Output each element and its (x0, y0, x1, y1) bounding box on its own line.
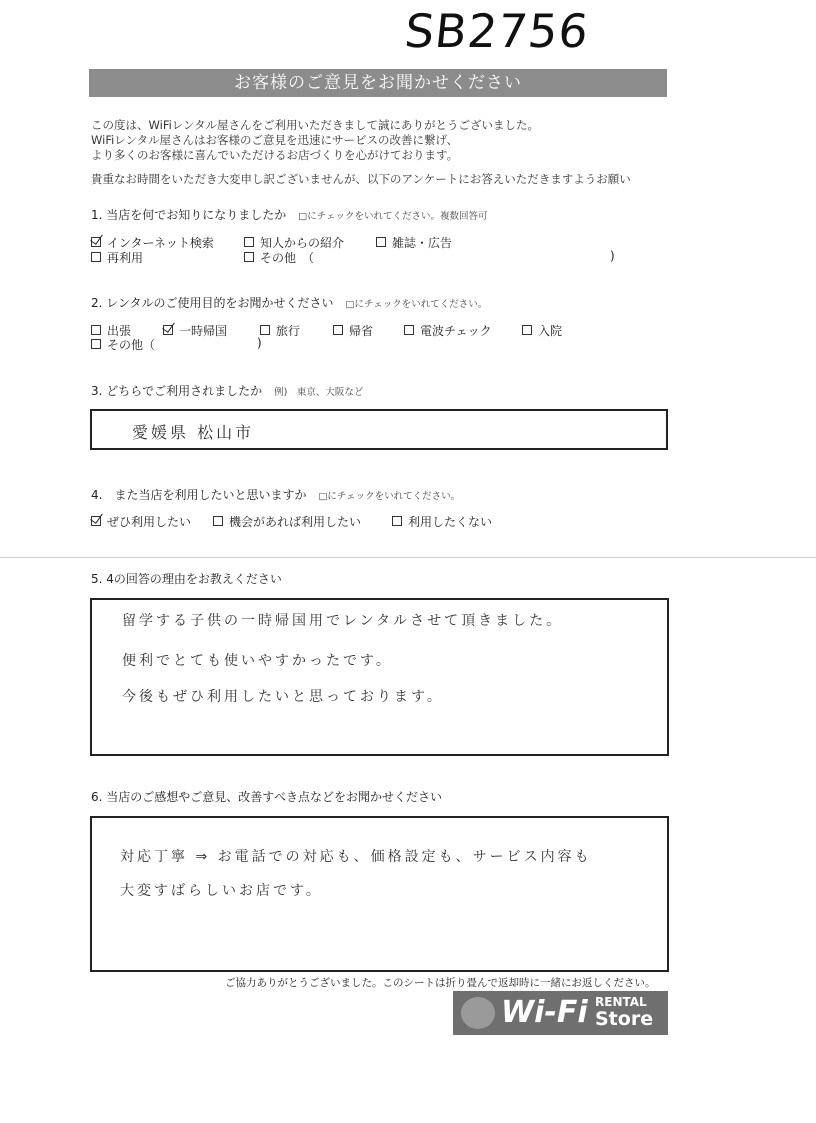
q4-option-no[interactable] (392, 513, 492, 530)
q1-option-label: その他 （ (260, 251, 315, 265)
q5-answer-line: 便利でとても使いやすかったです。 (122, 653, 393, 669)
checkbox-checked[interactable] (91, 516, 101, 526)
q1-option-label: 再利用 (107, 251, 144, 265)
q4-option-label: 利用したくない (408, 515, 493, 529)
q4-note: □にチェックをいれてください。 (318, 491, 461, 502)
q2-option-temp-return[interactable] (163, 322, 227, 339)
q1-option-label: 知人からの紹介 (260, 236, 345, 250)
checkbox-checked[interactable] (163, 325, 173, 335)
q1-option-label: 雑誌・広告 (392, 236, 453, 250)
q2-title (91, 294, 487, 311)
intro-line-2: WiFiレンタル屋さんはお客様のご意見を迅速にサービスの改善に繋げ、 (91, 133, 459, 147)
q2-title-text: 2. レンタルのご使用目的をお聞かせください (91, 296, 334, 310)
footer-note: ご協力ありがとうございました。このシートは折り畳んで返却時に一緒にお返しください。 (225, 977, 656, 989)
q1-other-close: ) (610, 249, 615, 263)
q1-option-reuse[interactable] (91, 249, 143, 266)
q6-answer-box[interactable] (90, 816, 669, 972)
logo-line-2: Store (595, 1008, 654, 1030)
checkbox[interactable] (333, 325, 343, 335)
q1-title (91, 206, 487, 223)
q1-option-other[interactable] (244, 249, 314, 266)
intro-line-4: 貴重なお時間をいただき大変申し訳ございませんが、以下のアンケートにお答えいただきますようお願い (91, 172, 631, 186)
q4-option-label: ぜひ利用したい (107, 515, 192, 529)
q2-option-label: その他（ (107, 338, 156, 352)
q3-answer-box[interactable] (90, 409, 668, 450)
intro-line-1: この度は、WiFiレンタル屋さんをご利用いただきまして誠にありがとうございました。 (91, 118, 540, 132)
intro-line-3: より多くのお客様に喜んでいただけるお店づくりを心がけております。 (91, 148, 459, 162)
q2-option-homecoming[interactable] (333, 322, 373, 339)
q5-title: 5. 4の回答の理由をお教えください (91, 572, 282, 586)
q2-option-label: 電波チェック (420, 324, 492, 338)
q1-option-label: インターネット検索 (107, 236, 214, 250)
q1-title-text: 1. 当店を何でお知りになりましたか (91, 208, 287, 222)
q4-option-maybe[interactable] (213, 513, 361, 530)
q5-answer-box[interactable] (90, 598, 669, 756)
q2-note: □にチェックをいれてください。 (345, 299, 488, 310)
q2-option-travel[interactable] (260, 322, 300, 339)
checkbox[interactable] (260, 325, 270, 335)
checkbox[interactable] (91, 325, 101, 335)
q2-option-label: 旅行 (276, 324, 301, 338)
checkbox[interactable] (522, 325, 532, 335)
checkbox[interactable] (376, 237, 386, 247)
checkbox[interactable] (244, 252, 254, 262)
mascot-icon (461, 997, 495, 1029)
checkbox[interactable] (91, 252, 101, 262)
q3-title-text: 3. どちらでご利用されましたか (91, 384, 263, 398)
q2-option-label: 帰省 (349, 324, 374, 338)
logo-line-1: RENTAL (595, 995, 647, 1009)
q4-title-text: 4. また当店を利用したいと思いますか (91, 488, 307, 502)
q2-option-label: 入院 (538, 324, 563, 338)
q4-option-label: 機会があれば利用したい (229, 515, 362, 529)
q4-option-definitely[interactable] (91, 513, 191, 530)
q2-other-close: ) (257, 336, 262, 350)
q2-option-label: 一時帰国 (179, 324, 228, 338)
q1-option-magazine[interactable] (376, 234, 452, 251)
checkbox[interactable] (404, 325, 414, 335)
q6-answer-line: 対応丁寧 ⇒ お電話での対応も、価格設定も、サービス内容も (120, 849, 592, 865)
form-code: SB2756 (402, 4, 592, 58)
checkbox[interactable] (244, 237, 254, 247)
logo-brand: Wi-Fi (501, 995, 588, 1030)
q3-note: 例) 東京、大阪など (274, 387, 364, 398)
q2-option-signal-check[interactable] (404, 322, 492, 339)
q4-title (91, 486, 460, 503)
q3-answer: 愛媛県 松山市 (132, 423, 255, 442)
checkbox[interactable] (91, 339, 101, 349)
fold-line (0, 557, 816, 558)
survey-banner: お客様のご意見をお聞かせください (89, 69, 667, 97)
checkbox-checked[interactable] (91, 237, 101, 247)
q6-answer-line: 大変すばらしいお店です。 (120, 883, 323, 899)
q2-option-label: 出張 (107, 324, 132, 338)
q3-title (91, 382, 363, 399)
q2-option-other[interactable] (91, 336, 155, 353)
q1-note: □にチェックをいれてください。複数回答可 (298, 211, 488, 222)
q2-option-hospital[interactable] (522, 322, 562, 339)
checkbox[interactable] (392, 516, 402, 526)
checkbox[interactable] (213, 516, 223, 526)
q5-answer-line: 留学する子供の一時帰国用でレンタルさせて頂きました。 (122, 613, 564, 629)
q6-title: 6. 当店のご感想やご意見、改善すべき点などをお聞かせください (91, 790, 443, 804)
q5-answer-line: 今後もぜひ利用したいと思っております。 (122, 689, 444, 705)
wifi-rental-store-logo (453, 991, 668, 1035)
